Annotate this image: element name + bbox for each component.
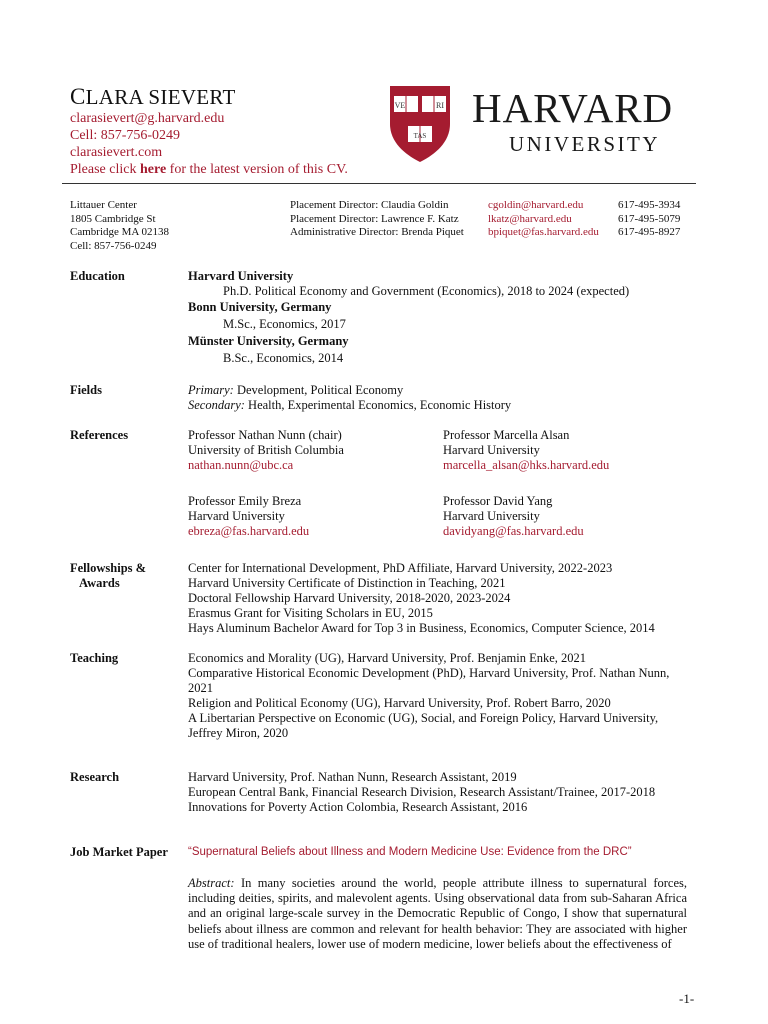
directors-roles: Placement Director: Claudia Goldin Placement Director: Lawrence F. Katz Administrative Director: Brenda Piquet: [290, 199, 464, 238]
fields-section: Primary: Development, Political Economy Secondary: Health, Experimental Economics, Economic History: [188, 383, 512, 412]
reference-email[interactable]: davidyang@fas.harvard.edu: [443, 524, 584, 538]
harvard-logo: [388, 84, 688, 164]
fellowships-section: Center for International Development, PhD Affiliate, Harvard University, 2022-2023 Harvard University Certificate of Distinction in Teaching, 2021 Doctoral Fellowship Harvard University, 2018-2020, 2023-2024 Erasmus Grant for Visiting Scholars in EU, 2015 Hays Aluminum Bachelor Award for Top 3 in Business, Economics, Computer Science, 2014: [188, 561, 655, 635]
section-label-education: Education: [70, 269, 125, 283]
cell-phone: Cell: 857-756-0249: [70, 128, 181, 143]
reference-yang: Professor David Yang Harvard University davidyang@fas.harvard.edu: [443, 494, 584, 538]
director-email[interactable]: bpiquet@fas.harvard.edu: [488, 226, 599, 238]
research-section: Harvard University, Prof. Nathan Nunn, Research Assistant, 2019 European Central Bank, Financial Research Division, Research Assistant/Trainee, 2017-2018 Innovations for Poverty Action Colombia, Research Assistant, 2016: [188, 770, 656, 814]
reference-alsan: Professor Marcella Alsan Harvard University marcella_alsan@hks.harvard.edu: [443, 428, 610, 472]
reference-email[interactable]: nathan.nunn@ubc.ca: [188, 458, 294, 472]
website-link[interactable]: clarasievert.com: [70, 145, 163, 160]
reference-nunn: Professor Nathan Nunn (chair) University of British Columbia nathan.nunn@ubc.ca: [188, 428, 344, 472]
address-block: Littauer Center 1805 Cambridge St Cambridge MA 02138 Cell: 857-756-0249: [70, 199, 169, 252]
reference-email[interactable]: marcella_alsan@hks.harvard.edu: [443, 458, 610, 472]
cv-version-note: Please click here for the latest version of this CV.: [70, 162, 348, 177]
section-label-research: Research: [70, 770, 120, 784]
section-label-fields: Fields: [70, 383, 102, 397]
jmp-title-link[interactable]: “Supernatural Beliefs about Illness and Modern Medicine Use: Evidence from the DRC”: [188, 846, 632, 858]
section-label-teaching: Teaching: [70, 651, 119, 665]
harvard-shield-icon: [388, 84, 452, 164]
cv-name: CLARA SIEVERT: [70, 84, 236, 109]
header-divider: [62, 183, 696, 184]
svg-text:RI: RI: [436, 101, 444, 110]
section-label-jmp: Job Market Paper: [70, 845, 168, 859]
svg-text:VE: VE: [394, 101, 406, 110]
logo-university-word: UNIVERSITY: [509, 132, 660, 156]
teaching-section: Economics and Morality (UG), Harvard University, Prof. Benjamin Enke, 2021 Comparative Historical Economic Development (PhD), Harvard University, Prof. Nathan Nunn, 2021 Religion and Political Economy (UG), Harvard University, Prof. Robert Barro, 2020 A Libertarian Perspective on Economic (UG), Social, and Foreign Policy, Harvard University, Jeffrey Miron, 2020: [188, 651, 670, 740]
email-link[interactable]: clarasievert@g.harvard.edu: [70, 111, 225, 126]
jmp-abstract: Abstract: In many societies around the world, people attribute illness to supernatural forces, including deities, spirits, and malevolent agents. Using observational data from sub-Saharan Africa and an original large-scale survey in the Democratic Republic of Congo, I show that supernatural beliefs about illness are common and relevant for health behavior: They are associated with higher use of traditional healers, lower use of modern medicine, lower beliefs about the effectiveness of: [188, 876, 687, 951]
logo-harvard-word: HARVARD: [472, 85, 674, 131]
education-section: Harvard University Ph.D. Political Economy and Government (Economics), 2018 to 2024 (expected) Bonn University, Germany M.Sc., Economics, 2017 Münster University, Germany B.Sc., Economics, 2014: [188, 269, 630, 365]
director-email[interactable]: cgoldin@harvard.edu: [488, 199, 584, 211]
section-label-references: References: [70, 428, 129, 442]
section-label-fellowships: Fellowships & Awards: [70, 561, 147, 590]
cv-here-link[interactable]: here: [139, 162, 167, 177]
reference-breza: Professor Emily Breza Harvard University ebreza@fas.harvard.edu: [188, 494, 310, 538]
page-number: -1-: [679, 991, 695, 1006]
svg-text:TAS: TAS: [413, 132, 427, 140]
directors-phones: 617-495-3934 617-495-5079 617-495-8927: [618, 199, 681, 238]
directors-emails[interactable]: [488, 199, 599, 240]
director-email[interactable]: lkatz@harvard.edu: [488, 212, 572, 225]
reference-email[interactable]: ebreza@fas.harvard.edu: [188, 524, 310, 538]
